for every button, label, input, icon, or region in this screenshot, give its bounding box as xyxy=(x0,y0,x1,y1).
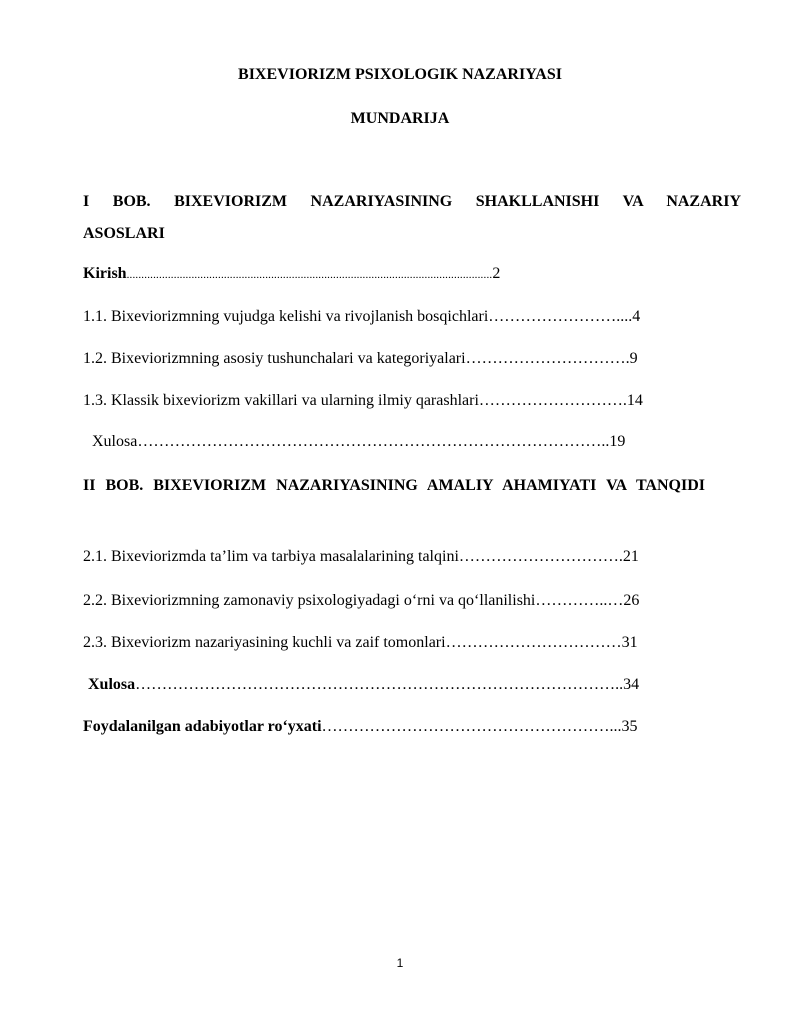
toc-entry-label: Xulosa xyxy=(88,676,136,693)
toc-heading: MUNDARIJA xyxy=(350,110,450,127)
toc-entry-label: Kirish xyxy=(83,265,127,282)
toc-entry-1-1: 1.1. Bixeviorizmning vujudga kelishi va rivojlanish bosqichlari……………………....4 xyxy=(83,308,641,325)
toc-page-number: 2 xyxy=(492,265,501,282)
toc-entry-references xyxy=(83,718,638,736)
toc-entry-kirish xyxy=(83,265,500,283)
page-number: 1 xyxy=(396,956,404,970)
document-title: BIXEVIORIZM PSIXOLOGIK NAZARIYASI xyxy=(238,66,562,83)
chapter-2-heading: II BOB. BIXEVIORIZM NAZARIYASINING AMALIY AHAMIYATI VA TANQIDI xyxy=(83,477,705,494)
toc-entry-label: Foydalanilgan adabiyotlar ro‘yxati xyxy=(83,718,322,735)
toc-entry-xulosa-2 xyxy=(88,676,639,694)
toc-leader-dots: ............................................................................................................................ xyxy=(126,269,493,281)
toc-entry-2-1: 2.1. Bixeviorizmda ta’lim va tarbiya masalalarining talqini………………………….21 xyxy=(83,548,639,565)
toc-leader-and-page: ………………………………………………………………………………..34 xyxy=(135,676,640,693)
toc-entry-2-2: 2.2. Bixeviorizmning zamonaviy psixologiyadagi o‘rni va qo‘llanilishi…………..…26 xyxy=(83,592,640,609)
toc-entry-xulosa-1: Xulosa……………………………………………………………………………..19 xyxy=(92,433,626,450)
toc-leader-and-page: ………………………………………………...35 xyxy=(321,718,638,735)
chapter-1-heading: I BOB. BIXEVIORIZM NAZARIYASINING SHAKLLANISHI VA NAZARIY ASOSLARI xyxy=(83,193,741,242)
toc-entry-1-3: 1.3. Klassik bixeviorizm vakillari va ularning ilmiy qarashlari……………………….14 xyxy=(83,392,643,409)
toc-entry-1-2: 1.2. Bixeviorizmning asosiy tushunchalari va kategoriyalari………………………….9 xyxy=(83,350,638,367)
toc-entry-2-3: 2.3. Bixeviorizm nazariyasining kuchli va zaif tomonlari……………………………31 xyxy=(83,634,638,651)
